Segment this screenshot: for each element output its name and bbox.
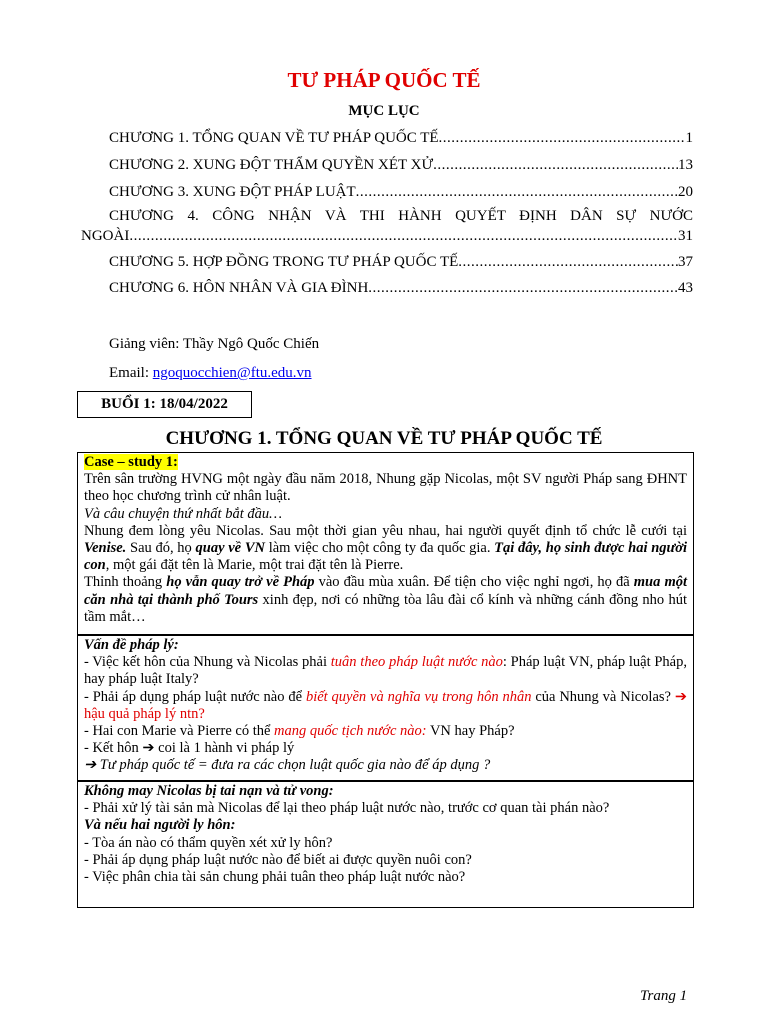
case-heading: Case – study 1: — [84, 454, 178, 470]
toc-page: 37 — [678, 254, 693, 270]
toc-heading: MỤC LỤC — [348, 103, 420, 119]
legal-item-4: - Kết hôn ➔ coi là 1 hành vi pháp lý — [84, 740, 295, 757]
toc-entry-3[interactable] — [81, 184, 693, 208]
toc-entry-1[interactable] — [81, 130, 693, 154]
legal-issues-box — [77, 635, 694, 781]
legal-item-5: ➔ Tư pháp quốc tế = đưa ra các chọn luật quốc gia nào để áp dụng ? — [84, 757, 491, 774]
toc-label: CHƯƠNG 6. HÔN NHÂN VÀ GIA ĐÌNH — [109, 280, 369, 296]
toc-leader — [439, 130, 686, 147]
toc-label: CHƯƠNG 5. HỢP ĐỒNG TRONG TƯ PHÁP QUỐC TẾ — [109, 254, 459, 270]
toc-entry-4[interactable] — [81, 208, 693, 252]
accident-heading: Không may Nicolas bị tai nạn và tử vong: — [84, 783, 334, 799]
legal-heading: Vấn đề pháp lý: — [84, 637, 179, 653]
legal-item-2: - Phải áp dụng pháp luật nước nào để biết quyền và nghĩa vụ trong hôn nhân của Nhung và Nicolas? ➔ hậu quả pháp lý ntn? — [84, 688, 688, 722]
toc-label: CHƯƠNG 1. TỔNG QUAN VỀ TƯ PHÁP QUỐC TẾ — [109, 130, 439, 146]
toc-entry-6[interactable] — [81, 280, 693, 304]
case-paragraph-3: Nhung đem lòng yêu Nicolas. Sau một thời gian yêu nhau, hai người quyết định tổ chức lễ cưới tại Venise. Sau đó, họ quay về VN làm việc cho một công ty đa quốc gia. Tại đây, họ sinh được hai người con, một gái đặt tên là Marie, một trai đặt tên là Pierre. — [84, 522, 688, 574]
toc-label: CHƯƠNG 3. XUNG ĐỘT PHÁP LUẬT — [109, 184, 356, 200]
toc-label-continued: NGOÀI — [81, 228, 130, 244]
divorce-item-1: - Tòa án nào có thẩm quyền xét xử ly hôn? — [84, 834, 333, 851]
email-link[interactable]: ngoquocchien@ftu.edu.vn — [152, 365, 312, 381]
accident-box — [77, 781, 694, 908]
case-study-box — [77, 452, 694, 635]
toc-leader — [368, 280, 678, 297]
page-footer: Trang 1 — [640, 988, 688, 1004]
toc-leader — [458, 254, 678, 271]
toc-leader — [356, 184, 678, 201]
lecturer-line: Giảng viên: Thầy Ngô Quốc Chiến — [109, 336, 320, 352]
toc-page: 43 — [678, 280, 693, 296]
toc-entry-2[interactable] — [81, 157, 693, 181]
toc-entry-5[interactable] — [81, 254, 693, 278]
document-title: TƯ PHÁP QUỐC TẾ — [287, 68, 481, 92]
email-label: Email: — [109, 365, 153, 381]
case-paragraph-1: Trên sân trường HVNG một ngày đầu năm 2018, Nhung gặp Nicolas, một SV người Pháp sang ĐHNT theo học chương trình cử nhân luật. — [84, 471, 687, 505]
case-paragraph-4: Thỉnh thoảng họ vẫn quay trở về Pháp vào đầu mùa xuân. Để tiện cho việc nghỉ ngơi, họ đã mua một căn nhà tại thành phố Tours xinh đẹp, nơi có những tòa lâu đài cổ kính và những cánh đồng nho hút tầm mắt… — [84, 574, 688, 625]
accident-item-1: - Phải xử lý tài sản mà Nicolas để lại theo pháp luật nước nào, trước cơ quan tài phán nào? — [84, 800, 610, 817]
toc-leader — [433, 157, 678, 174]
toc-label: CHƯƠNG 4. CÔNG NHẬN VÀ THI HÀNH QUYẾT ĐỊNH DÂN SỰ NƯỚC — [109, 208, 693, 224]
divorce-item-2: - Phải áp dụng pháp luật nước nào để biết ai được quyền nuôi con? — [84, 851, 472, 868]
toc-leader — [129, 228, 678, 245]
toc-page: 20 — [678, 184, 693, 200]
divorce-item-3: - Việc phân chia tài sản chung phải tuân theo pháp luật nước nào? — [84, 869, 466, 886]
case-paragraph-2: Và câu chuyện thứ nhất bắt đầu… — [84, 505, 282, 522]
chapter-title: CHƯƠNG 1. TỔNG QUAN VỀ TƯ PHÁP QUỐC TẾ — [165, 428, 603, 449]
toc-label: CHƯƠNG 2. XUNG ĐỘT THẨM QUYỀN XÉT XỬ — [109, 157, 434, 173]
divorce-heading: Và nếu hai người ly hôn: — [84, 817, 236, 834]
email-line — [109, 365, 312, 382]
toc-page: 31 — [678, 228, 693, 244]
legal-item-3: - Hai con Marie và Pierre có thể mang quốc tịch nước nào: VN hay Pháp? — [84, 723, 515, 740]
session-box: BUỔI 1: 18/04/2022 — [77, 391, 252, 418]
toc-page: 13 — [678, 157, 693, 173]
toc-page: 1 — [685, 130, 693, 146]
legal-item-1: - Việc kết hôn của Nhung và Nicolas phải tuân theo pháp luật nước nào: Pháp luật VN, pháp luật Pháp, hay pháp luật Italy? — [84, 654, 687, 688]
